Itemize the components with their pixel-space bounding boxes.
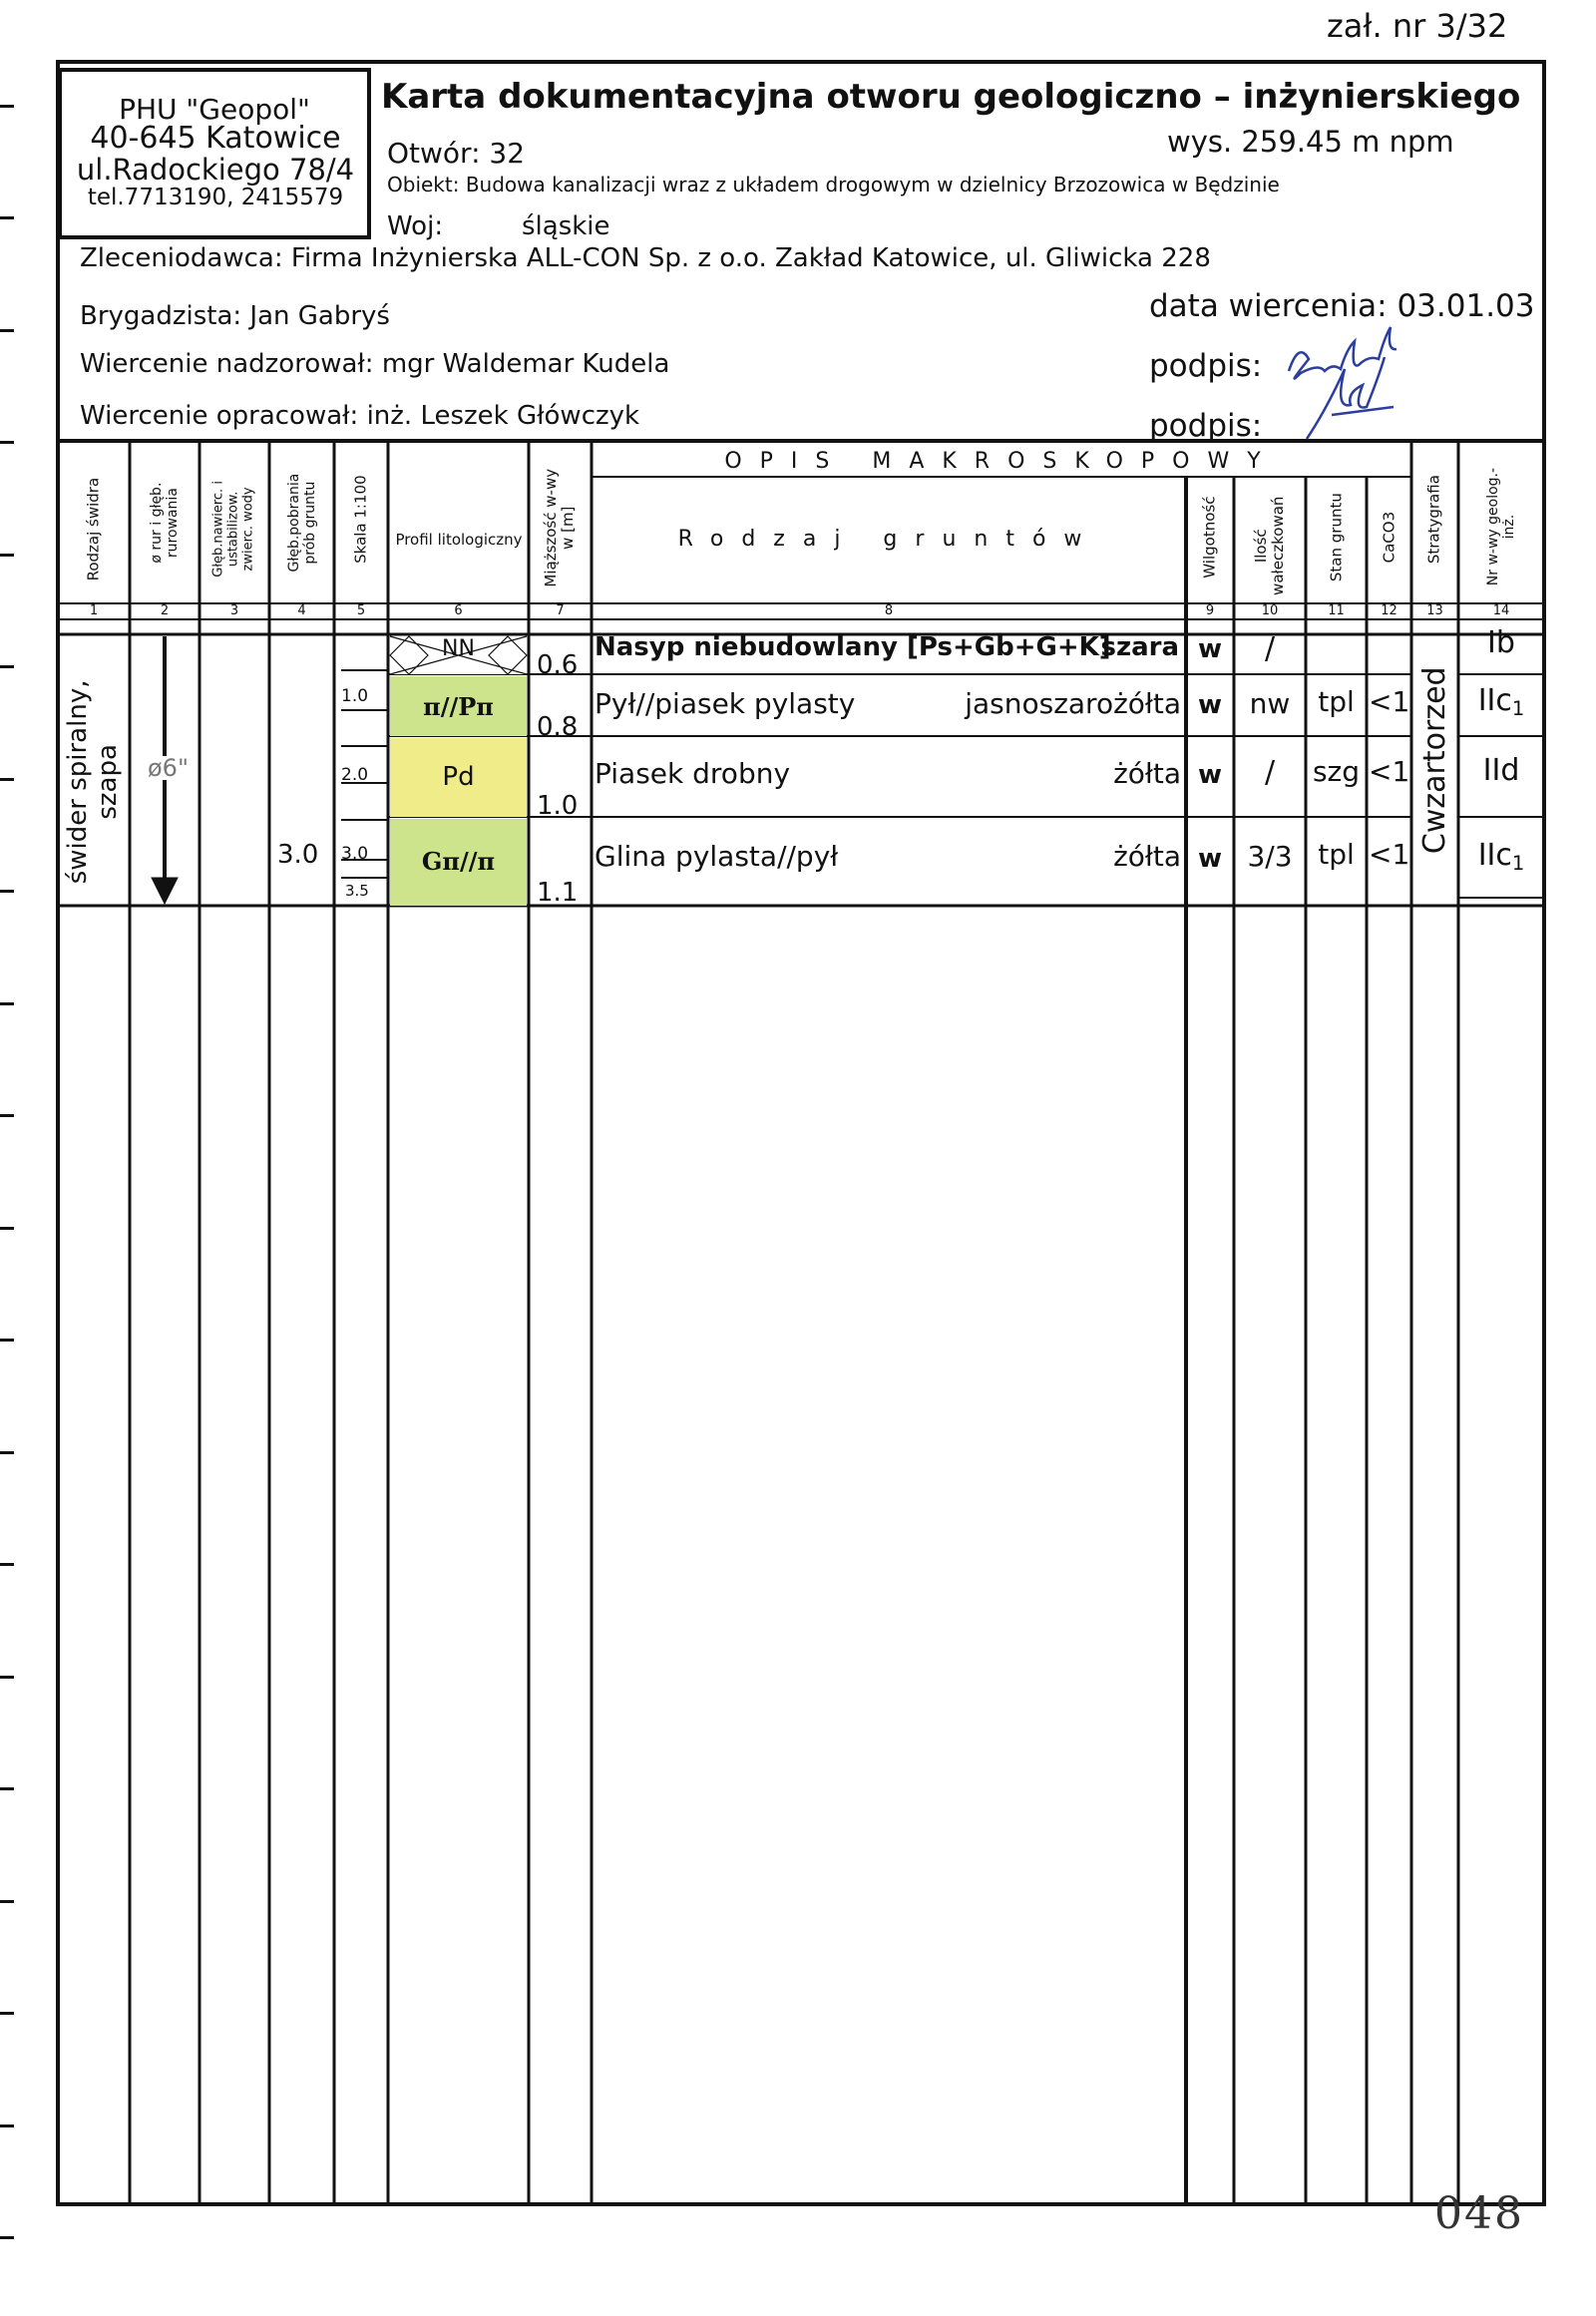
signature-2	[1307, 357, 1394, 439]
header-moisture: Wilgotność	[1200, 496, 1219, 579]
scale-mark: 3.0	[341, 844, 369, 864]
layer-rolls: 3/3	[1247, 840, 1293, 873]
layer-caco3: <1	[1369, 685, 1410, 718]
attachment-number: zał. nr 3/32	[1327, 7, 1508, 45]
company-street: ul.Radockiego 78/4	[76, 153, 355, 187]
layer-symbol: Gπ//π	[421, 847, 496, 876]
layer-number: IIc$_1$	[1477, 683, 1525, 720]
layer-color: żółta	[1113, 840, 1181, 873]
header-caco3: CaCO3	[1380, 511, 1398, 564]
layer-thickness: 1.1	[537, 878, 579, 908]
scale-mark: 2.0	[341, 765, 369, 785]
col-number: 4	[297, 603, 306, 618]
layer-color: jasnoszarożółta	[965, 687, 1181, 720]
company-phone: tel.7713190, 2415579	[87, 185, 344, 210]
col-number: 11	[1328, 603, 1345, 618]
layer-caco3: <1	[1369, 755, 1410, 788]
elevation: wys. 259.45 m npm	[1167, 125, 1454, 159]
layer-thickness: 1.0	[537, 791, 579, 821]
layer-number: IIc$_1$	[1477, 838, 1525, 875]
header-profile: Profil litologiczny	[395, 531, 523, 549]
header-pipes: ø rur i głęb. rurowania	[148, 482, 181, 564]
pipe-diameter: ø6"	[148, 754, 189, 782]
object-description: Obiekt: Budowa kanalizacji wraz z układem drogowym w dzielnicy Brzozowica w Będzinie	[387, 173, 1280, 196]
layer-symbol: π//Pπ	[423, 692, 494, 721]
col-number: 12	[1381, 603, 1397, 618]
layer-caco3: <1	[1369, 838, 1410, 871]
layer-moisture: w	[1197, 690, 1223, 720]
voivodeship-value: śląskie	[522, 211, 610, 241]
signature-label-2: podpis:	[1149, 408, 1263, 444]
layer-symbol: Pd	[442, 762, 475, 792]
layer-symbol: NN	[442, 636, 475, 661]
col-number: 9	[1205, 603, 1215, 618]
col-number: 8	[884, 603, 894, 618]
header-scale: Skala 1:100	[351, 475, 370, 564]
header-soil-type: Rodzaj gruntów	[677, 527, 1100, 552]
col-number: 13	[1426, 603, 1443, 618]
col-number: 6	[454, 603, 463, 618]
supervised-by: Wiercenie nadzorował: mgr Waldemar Kudela	[80, 349, 670, 379]
layer-thickness: 0.6	[537, 650, 579, 680]
layer-moisture: w	[1197, 634, 1223, 664]
col-number: 3	[229, 603, 239, 618]
col-number: 14	[1492, 603, 1510, 618]
drilling-date: data wiercenia: 03.01.03	[1149, 288, 1535, 324]
page-number-stamp: 048	[1434, 2188, 1524, 2239]
layer-state: szg	[1312, 755, 1361, 788]
layer-thickness: 0.8	[537, 712, 579, 742]
header-macroscopic-description: OPIS MAKROSKOPOWY	[724, 449, 1279, 474]
scale-mark: 3.5	[345, 882, 369, 900]
layer-number: IId	[1482, 753, 1520, 788]
page-title: Karta dokumentacyjna otworu geologiczno – inżynierskiego	[381, 77, 1521, 117]
header-sample-depth: Głęb.pobrania prób gruntu	[285, 473, 318, 573]
layer-rolls: nw	[1249, 687, 1291, 720]
company-name: PHU "Geopol"	[119, 93, 310, 126]
scale-mark: 1.0	[341, 686, 369, 706]
col-number: 5	[356, 603, 366, 618]
client: Zleceniodawca: Firma Inżynierska ALL-CON Sp. z o.o. Zakład Katowice, ul. Gliwicka 228	[80, 243, 1211, 273]
layer-name: Glina pylasta//pył	[595, 840, 839, 873]
layer-rolls: /	[1264, 755, 1276, 790]
layer-number: Ib	[1487, 625, 1515, 660]
borehole-number: Otwór: 32	[387, 137, 526, 170]
stratigraphy-value: Cwzartorzed	[1416, 666, 1452, 855]
layer-color: żółta	[1113, 757, 1181, 790]
sample-depth: 3.0	[277, 840, 319, 870]
foreman: Brygadzista: Jan Gabryś	[80, 301, 390, 331]
header-layer-number: Nr w-wy geolog.-inż.	[1484, 467, 1517, 586]
layer-name: Piasek drobny	[595, 757, 791, 790]
header-rolls: Ilość wałeczkowań	[1251, 496, 1287, 595]
company-city: 40-645 Katowice	[90, 121, 341, 156]
layer-rolls: /	[1264, 631, 1276, 666]
layer-moisture: w	[1197, 760, 1223, 790]
header-soil-state: Stan gruntu	[1327, 493, 1346, 582]
col-number: 10	[1261, 603, 1279, 618]
prepared-by: Wiercenie opracował: inż. Leszek Główczyk	[80, 401, 640, 431]
layer-name: Nasyp niebudowlany [Ps+Gb+G+K]	[595, 632, 1111, 662]
header-water-depth: Głęb.nawierc. i ustabilizow. zwierc. wody	[210, 481, 256, 578]
layer-state: tpl	[1318, 838, 1355, 871]
header-stratigraphy: Stratygrafia	[1424, 475, 1443, 565]
drill-type: świder spiralny, szapa	[63, 679, 123, 885]
layer-name: Pył//piasek pylasty	[595, 687, 856, 720]
layer-moisture: w	[1197, 844, 1223, 874]
header-thickness: Miąższość w-wy w [m]	[541, 468, 577, 587]
layer-color: szara	[1100, 632, 1179, 662]
voivodeship-label: Woj:	[387, 211, 444, 241]
header-drill-type: Rodzaj świdra	[84, 477, 103, 581]
layer-state: tpl	[1318, 685, 1355, 718]
col-number: 2	[160, 603, 170, 618]
col-number: 1	[89, 603, 99, 618]
signature-label-1: podpis:	[1149, 348, 1263, 384]
col-number: 7	[556, 603, 565, 618]
